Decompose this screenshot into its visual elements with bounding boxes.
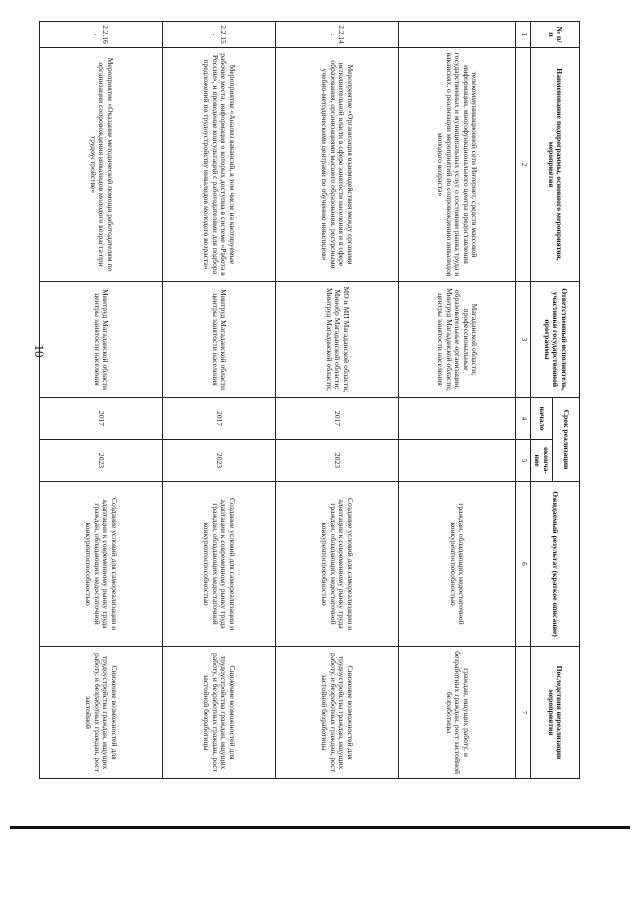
responsible-executor: Магаданской области; профессиональные образовательные организации; Минтруд Магаданской области; центры занятости населения [399,282,516,398]
header-num: № п/п [531,22,580,48]
row-number: 2.2.16. [40,22,163,48]
rotated-page [84,21,580,778]
table-row [40,22,163,779]
row-number: 2.2.14. [276,22,399,48]
start-year [399,398,516,440]
measure-name: Мероприятие «Оказание методической помощи работодателям по организации сопровождения инвалидов молодого возраста при трудоустройстве» [40,48,163,282]
column-number: 5 [516,440,531,482]
column-number: 1 [516,22,531,48]
column-number: 6 [516,482,531,647]
non-implementation-consequences: Снижение возможностей для трудоустройства граждан, ищущих работу, и безработных граждан, рост застойной безработицы [276,647,399,779]
end-year: 2023 [276,440,399,482]
column-number: 2 [516,48,531,282]
page-number: 10 [32,344,47,358]
end-year [399,440,516,482]
column-number-row [516,22,531,779]
responsible-executor: МО и МП Магаданской области; Минобр Магаданской области; Минтруд Магаданской области; [276,282,399,398]
header-term: Срок реализации [553,398,580,482]
non-implementation-consequences: граждан, ищущих работу, и безработных граждан, рост застойной безработицы [399,647,516,779]
header-result: Ожидаемый результат (краткое описание) [531,482,580,647]
measure-name: Мероприятие «Анализ вакансий, в том числе на квотируемые рабочие места, информация о которых доступна в системе «Работа в России», и проведение консультаций с работодателями для подбора предложений по трудоустройству инвалидов молодого возраста» [163,48,276,282]
responsible-executor: Минтруд Магаданской области центры занятости населения [163,282,276,398]
table-frame [84,21,580,778]
header-name: Наименование подпрограммы, основного мероприятия, мероприятия [531,48,580,282]
start-year: 2017 [276,398,399,440]
header-end: оконча-ние [531,440,553,482]
bottom-rule [10,826,630,829]
expected-result: Создание условий для самореализации и адаптации к современному рынку труда граждан, обладающих недостаточной конкурентоспособностью [40,482,163,647]
expected-result: граждан, обладающих недостаточной конкурентоспособностью [399,482,516,647]
end-year: 2023 [40,440,163,482]
row-number: 2.2.15. [163,22,276,48]
expected-result: Создание условий для самореализации и адаптации к современному рынку труда граждан, обладающих недостаточной конкурентоспособностью [276,482,399,647]
start-year: 2017 [163,398,276,440]
header-start: начало [531,398,553,440]
column-number: 7 [516,647,531,779]
end-year: 2023 [163,440,276,482]
non-implementation-consequences: Снижение возможностей для трудоустройства граждан, ищущих работу, и безработных граждан, рост застойной [40,647,163,779]
column-number: 3 [516,282,531,398]
start-year: 2017 [40,398,163,440]
table-row [399,22,516,779]
header-row [553,22,580,779]
row-number [399,22,516,48]
measure-name: Мероприятие «Организация взаимодействия между органами исполнительной власти в сфере занятости населения и в сфере образования, организациями высшего образования, ресурсными учебно-методическими центрами по обучению инвалидов» [276,48,399,282]
table-row [163,22,276,779]
measure-name: телекоммуникационной сети Интернет, средств массовой информации, многофункционального центра предоставления государственных и муниципальных услуг о состоянии рынка труда и вакансиях, о реализации мероприятий по сопровождению инвалидов молодого возраста» [399,48,516,282]
non-implementation-consequences: Снижение возможностей для трудоустройства граждан, ищущих работу, и безработных граждан, рост застойной безработицы [163,647,276,779]
column-number: 4 [516,398,531,440]
table-row [276,22,399,779]
header-consequences: Последствия нереализации мероприятия [531,647,580,779]
responsible-executor: Минтруд Магаданской области центры занятости населения [40,282,163,398]
expected-result: Создание условий для самореализации и адаптации к современному рынку труда граждан, обладающих недостаточной конкурентоспособностью [163,482,276,647]
header-responsible: Ответственный исполнитель, участники государственной программы [531,282,580,398]
measures-table [39,21,580,779]
